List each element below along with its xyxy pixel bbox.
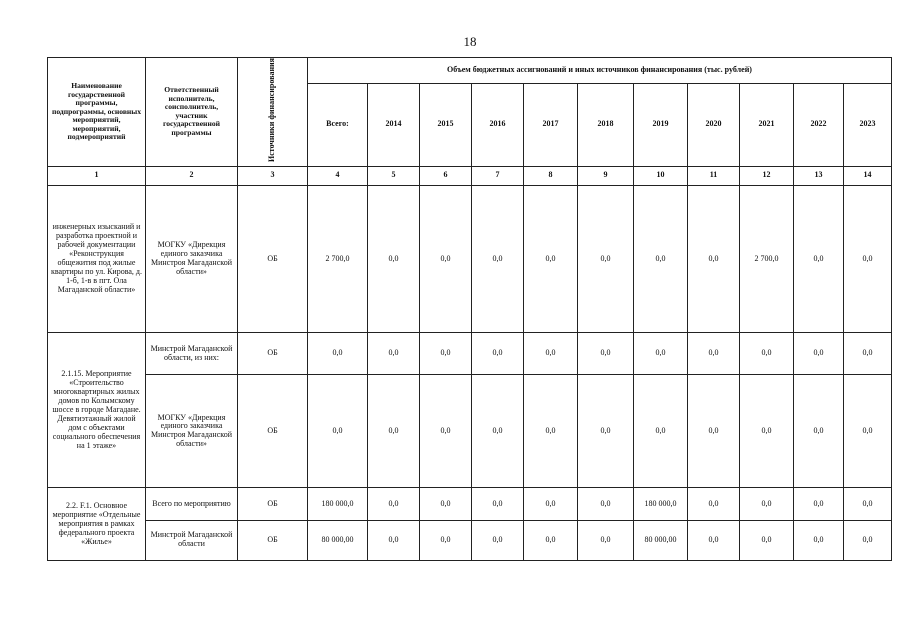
column-number: 11 (688, 166, 740, 185)
table-row (48, 375, 892, 488)
header-year-2020: 2020 (688, 84, 740, 167)
row-value-2019: 80 000,00 (634, 520, 688, 560)
row-value-2021: 0,0 (740, 520, 794, 560)
header-responsible: Ответственный исполнитель, соисполнитель, участник государственной программы (146, 58, 238, 167)
row-value-2018: 0,0 (578, 520, 634, 560)
row-value-total: 80 000,00 (308, 520, 368, 560)
row-name: 2.2. F.1. Основное мероприятие «Отдельные мероприятия в рамках федерального проекта «Жилье» (48, 488, 146, 561)
row-value-2014: 0,0 (368, 375, 420, 488)
row-value-2023: 0,0 (844, 333, 892, 375)
header-year-2018: 2018 (578, 84, 634, 167)
column-number: 9 (578, 166, 634, 185)
row-value-2015: 0,0 (420, 185, 472, 332)
row-value-2023: 0,0 (844, 520, 892, 560)
column-number: 1 (48, 166, 146, 185)
row-responsible: Всего по мероприятию (146, 488, 238, 520)
row-value-2021: 0,0 (740, 488, 794, 520)
row-value-2017: 0,0 (524, 375, 578, 488)
column-number: 8 (524, 166, 578, 185)
header-source-label: Источники финансирования (267, 58, 277, 163)
row-value-2018: 0,0 (578, 185, 634, 332)
row-value-2021: 2 700,0 (740, 185, 794, 332)
row-value-2019: 0,0 (634, 333, 688, 375)
header-year-2016: 2016 (472, 84, 524, 167)
table-row (48, 185, 892, 332)
row-value-2014: 0,0 (368, 333, 420, 375)
row-source: ОБ (238, 520, 308, 560)
table-row (48, 520, 892, 560)
row-value-2014: 0,0 (368, 520, 420, 560)
row-value-2018: 0,0 (578, 375, 634, 488)
row-responsible: Минстрой Магаданской области (146, 520, 238, 560)
header-year-2015: 2015 (420, 84, 472, 167)
column-number: 7 (472, 166, 524, 185)
row-value-2018: 0,0 (578, 488, 634, 520)
row-value-2023: 0,0 (844, 488, 892, 520)
row-value-2018: 0,0 (578, 333, 634, 375)
column-number: 14 (844, 166, 892, 185)
row-value-total: 2 700,0 (308, 185, 368, 332)
row-value-2016: 0,0 (472, 488, 524, 520)
row-source: ОБ (238, 488, 308, 520)
row-source: ОБ (238, 333, 308, 375)
row-value-2017: 0,0 (524, 333, 578, 375)
row-value-2023: 0,0 (844, 185, 892, 332)
table-row (48, 333, 892, 375)
row-responsible: Минстрой Магаданской области, из них: (146, 333, 238, 375)
budget-table (47, 57, 892, 561)
row-value-2023: 0,0 (844, 375, 892, 488)
row-name: 2.1.15. Мероприятие «Строительство многоквартирных жилых домов по Колымскому шоссе в городе Магадане. Девятиэтажный жилой дом с объектами социального обеспечения на 1 этаже» (48, 333, 146, 488)
row-value-2022: 0,0 (794, 520, 844, 560)
row-value-2014: 0,0 (368, 185, 420, 332)
row-value-2022: 0,0 (794, 488, 844, 520)
header-year-2022: 2022 (794, 84, 844, 167)
header-row-top (48, 58, 892, 84)
row-value-2014: 0,0 (368, 488, 420, 520)
row-value-2020: 0,0 (688, 375, 740, 488)
row-value-2019: 0,0 (634, 375, 688, 488)
row-value-2015: 0,0 (420, 520, 472, 560)
row-value-2020: 0,0 (688, 185, 740, 332)
column-number: 3 (238, 166, 308, 185)
row-value-2021: 0,0 (740, 333, 794, 375)
table-row (48, 488, 892, 520)
row-value-2022: 0,0 (794, 333, 844, 375)
header-source (238, 58, 308, 167)
column-number: 10 (634, 166, 688, 185)
row-value-total: 0,0 (308, 375, 368, 488)
column-number: 6 (420, 166, 472, 185)
header-year-2017: 2017 (524, 84, 578, 167)
row-value-2017: 0,0 (524, 488, 578, 520)
row-value-2016: 0,0 (472, 333, 524, 375)
row-responsible: МОГКУ «Дирекция единого заказчика Минстроя Магаданской области» (146, 375, 238, 488)
column-number: 13 (794, 166, 844, 185)
page-number: 18 (463, 34, 477, 49)
row-value-total: 180 000,0 (308, 488, 368, 520)
header-year-2021: 2021 (740, 84, 794, 167)
column-number: 2 (146, 166, 238, 185)
row-value-2022: 0,0 (794, 375, 844, 488)
header-name: Наименование государственной программы, подпрограммы, основных мероприятий, мероприятий, подмероприятий (48, 58, 146, 167)
row-source: ОБ (238, 375, 308, 488)
column-number: 5 (368, 166, 420, 185)
row-value-total: 0,0 (308, 333, 368, 375)
column-number: 4 (308, 166, 368, 185)
row-responsible: МОГКУ «Дирекция единого заказчика Минстроя Магаданской области» (146, 185, 238, 332)
column-number: 12 (740, 166, 794, 185)
column-number-row (48, 166, 892, 185)
row-value-2019: 0,0 (634, 185, 688, 332)
row-value-2020: 0,0 (688, 520, 740, 560)
header-year-2014: 2014 (368, 84, 420, 167)
row-source: ОБ (238, 185, 308, 332)
row-value-2020: 0,0 (688, 333, 740, 375)
row-value-2015: 0,0 (420, 333, 472, 375)
row-value-2016: 0,0 (472, 375, 524, 488)
row-value-2020: 0,0 (688, 488, 740, 520)
row-value-2017: 0,0 (524, 520, 578, 560)
row-value-2016: 0,0 (472, 520, 524, 560)
header-year-total: Всего: (308, 84, 368, 167)
row-name: инженерных изысканий и разработка проектной и рабочей документации «Реконструкция общежития под жилые квартиры по ул. Кирова, д. 1-б, 1-в в пгт. Ола Магаданской области» (48, 185, 146, 332)
row-value-2021: 0,0 (740, 375, 794, 488)
row-value-2019: 180 000,0 (634, 488, 688, 520)
header-year-2023: 2023 (844, 84, 892, 167)
row-value-2016: 0,0 (472, 185, 524, 332)
header-budget: Объем бюджетных ассигнований и иных источников финансирования (тыс. рублей) (308, 58, 892, 84)
row-value-2017: 0,0 (524, 185, 578, 332)
header-year-2019: 2019 (634, 84, 688, 167)
row-value-2015: 0,0 (420, 375, 472, 488)
row-value-2015: 0,0 (420, 488, 472, 520)
row-value-2022: 0,0 (794, 185, 844, 332)
